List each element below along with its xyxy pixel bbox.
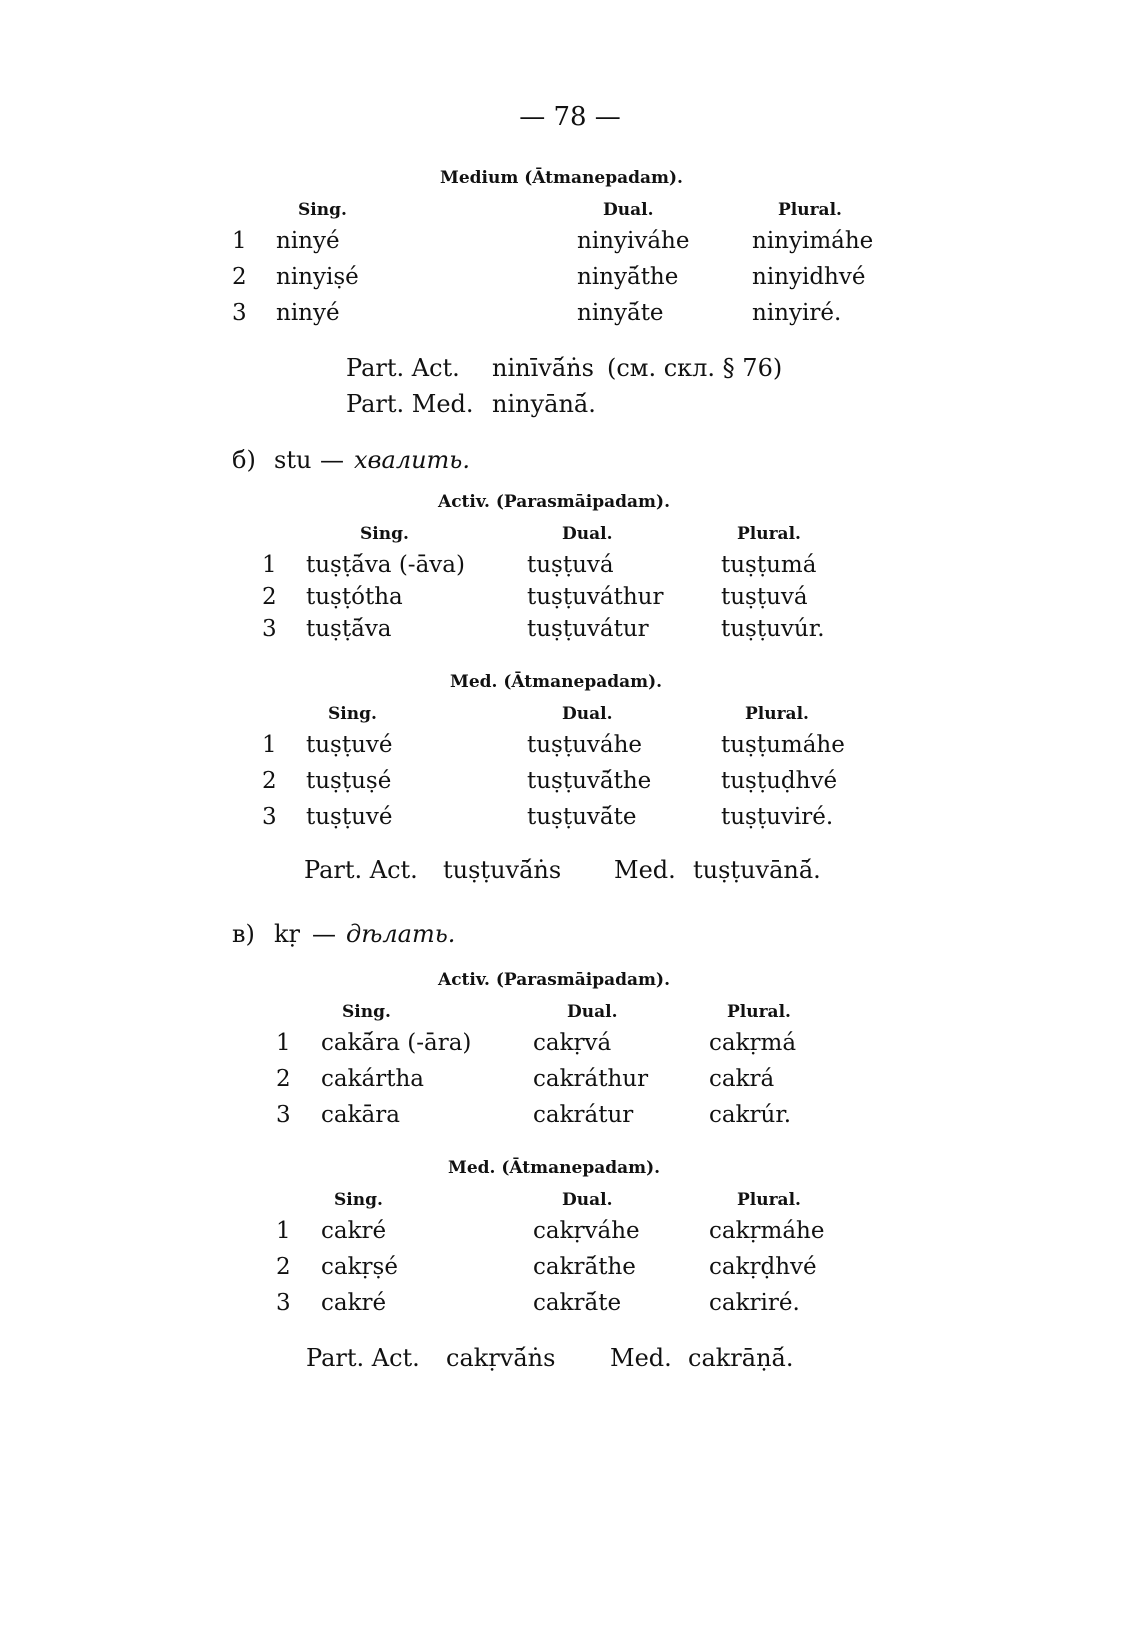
block4-plural-form: cakrúr. [709, 1102, 792, 1128]
block5-dual-form: cakrā́te [533, 1290, 622, 1316]
block1-plural-form: ninyimáhe [752, 228, 874, 254]
section-b-gloss: хвалить. [354, 446, 471, 474]
block5-sing-form: cakré [321, 1218, 387, 1244]
block2-dual-form: tuṣṭuvátur [527, 616, 649, 642]
section-v-gloss: дѣлать. [346, 920, 456, 948]
block5-part-act-value: cakṛvā́ṅs [446, 1344, 556, 1372]
block1-dual-form: ninyā́the [577, 264, 679, 290]
block3-part-act-label: Part. Act. [304, 856, 418, 884]
block5-row-number: 2 [276, 1254, 291, 1280]
block1-part-med-value: ninyānā́. [492, 390, 596, 418]
block3-sing-form: tuṣṭuvé [306, 804, 393, 830]
block1-part-act-reference: (см. скл. § 76) [607, 354, 783, 382]
block4-dual-form: cakrátur [533, 1102, 634, 1128]
block1-dual-form: ninyā́te [577, 300, 664, 326]
block4-sing-form: cakā́ra (-āra) [321, 1030, 472, 1056]
block4-title: Activ. (Parasmāipadam). [438, 970, 670, 990]
block1-header-sing: Sing. [298, 200, 347, 220]
block2-plural-form: tuṣṭuvúr. [721, 616, 825, 642]
page-number: — 78 — [519, 102, 621, 132]
block4-plural-form: cakṛmá [709, 1030, 797, 1056]
block1-row-number: 3 [232, 300, 247, 326]
block3-part-med-value: tuṣṭuvānā́. [693, 856, 821, 884]
block2-title: Activ. (Parasmāipadam). [438, 492, 670, 512]
block5-dual-form: cakrā́the [533, 1254, 636, 1280]
block3-dual-form: tuṣṭuváhe [527, 732, 643, 758]
block1-part-med-label: Part. Med. [346, 390, 474, 418]
block3-dual-form: tuṣṭuvā́te [527, 804, 637, 830]
block5-sing-form: cakṛṣé [321, 1254, 398, 1280]
block3-plural-form: tuṣṭumáhe [721, 732, 845, 758]
block2-row-number: 1 [262, 552, 277, 578]
block4-plural-form: cakrá [709, 1066, 775, 1092]
block3-plural-form: tuṣṭuḍhvé [721, 768, 838, 794]
block4-header-plural: Plural. [727, 1002, 791, 1022]
section-b-dash: — [320, 446, 344, 474]
block2-row-number: 3 [262, 616, 277, 642]
block2-dual-form: tuṣṭuvá [527, 552, 614, 578]
section-v-root: kṛ [274, 920, 301, 948]
block2-dual-form: tuṣṭuváthur [527, 584, 664, 610]
block4-row-number: 2 [276, 1066, 291, 1092]
block3-plural-form: tuṣṭuviré. [721, 804, 834, 830]
section-v-letter: в) [232, 920, 255, 948]
block5-row-number: 3 [276, 1290, 291, 1316]
block3-header-plural: Plural. [745, 704, 809, 724]
block5-title: Med. (Ātmanepadam). [448, 1158, 661, 1178]
block2-plural-form: tuṣṭuvá [721, 584, 808, 610]
block3-header-sing: Sing. [328, 704, 377, 724]
block3-part-act-value: tuṣṭuvā́ṅs [443, 856, 562, 884]
block1-dual-form: ninyiváhe [577, 228, 690, 254]
block5-part-act-label: Part. Act. [306, 1344, 420, 1372]
block5-plural-form: cakriré. [709, 1290, 800, 1316]
block5-plural-form: cakṛḍhvé [709, 1254, 817, 1280]
block5-part-med-value: cakrāṇā́. [688, 1344, 794, 1372]
block3-row-number: 3 [262, 804, 277, 830]
block5-header-sing: Sing. [334, 1190, 383, 1210]
section-b-root: stu [274, 446, 312, 474]
block2-sing-form: tuṣṭótha [306, 584, 403, 610]
block4-row-number: 1 [276, 1030, 291, 1056]
block2-header-dual: Dual. [562, 524, 613, 544]
block4-dual-form: cakráthur [533, 1066, 649, 1092]
block5-header-dual: Dual. [562, 1190, 613, 1210]
block4-sing-form: cakāra [321, 1102, 400, 1128]
block2-row-number: 2 [262, 584, 277, 610]
block2-sing-form: tuṣṭā́va (-āva) [306, 552, 465, 578]
block3-part-med-label: Med. [614, 856, 676, 884]
block1-header-plural: Plural. [778, 200, 842, 220]
block4-header-dual: Dual. [567, 1002, 618, 1022]
block3-row-number: 2 [262, 768, 277, 794]
block1-part-act-value: ninīvā́ṅs [492, 354, 594, 382]
block1-sing-form: ninyé [276, 300, 340, 326]
section-b-letter: б) [232, 446, 256, 474]
block1-sing-form: ninyiṣé [276, 264, 359, 290]
block3-dual-form: tuṣṭuvā́the [527, 768, 652, 794]
block3-sing-form: tuṣṭuvé [306, 732, 393, 758]
block3-sing-form: tuṣṭuṣé [306, 768, 392, 794]
block3-row-number: 1 [262, 732, 277, 758]
block1-part-act-label: Part. Act. [346, 354, 460, 382]
block1-row-number: 1 [232, 228, 247, 254]
block1-plural-form: ninyiré. [752, 300, 842, 326]
block4-sing-form: cakártha [321, 1066, 425, 1092]
block2-plural-form: tuṣṭumá [721, 552, 817, 578]
block5-plural-form: cakṛmáhe [709, 1218, 825, 1244]
block1-row-number: 2 [232, 264, 247, 290]
block1-sing-form: ninyé [276, 228, 340, 254]
block1-title: Medium (Ātmanepadam). [440, 168, 683, 188]
block4-header-sing: Sing. [342, 1002, 391, 1022]
block5-part-med-label: Med. [610, 1344, 672, 1372]
block4-dual-form: cakṛvá [533, 1030, 612, 1056]
block3-title: Med. (Ātmanepadam). [450, 672, 663, 692]
block5-row-number: 1 [276, 1218, 291, 1244]
block2-header-plural: Plural. [737, 524, 801, 544]
block5-sing-form: cakré [321, 1290, 387, 1316]
block3-header-dual: Dual. [562, 704, 613, 724]
block5-dual-form: cakṛváhe [533, 1218, 640, 1244]
block1-plural-form: ninyidhvé [752, 264, 866, 290]
section-v-dash: — [312, 920, 336, 948]
block1-header-dual: Dual. [603, 200, 654, 220]
block2-sing-form: tuṣṭā́va [306, 616, 392, 642]
block5-header-plural: Plural. [737, 1190, 801, 1210]
block2-header-sing: Sing. [360, 524, 409, 544]
block4-row-number: 3 [276, 1102, 291, 1128]
